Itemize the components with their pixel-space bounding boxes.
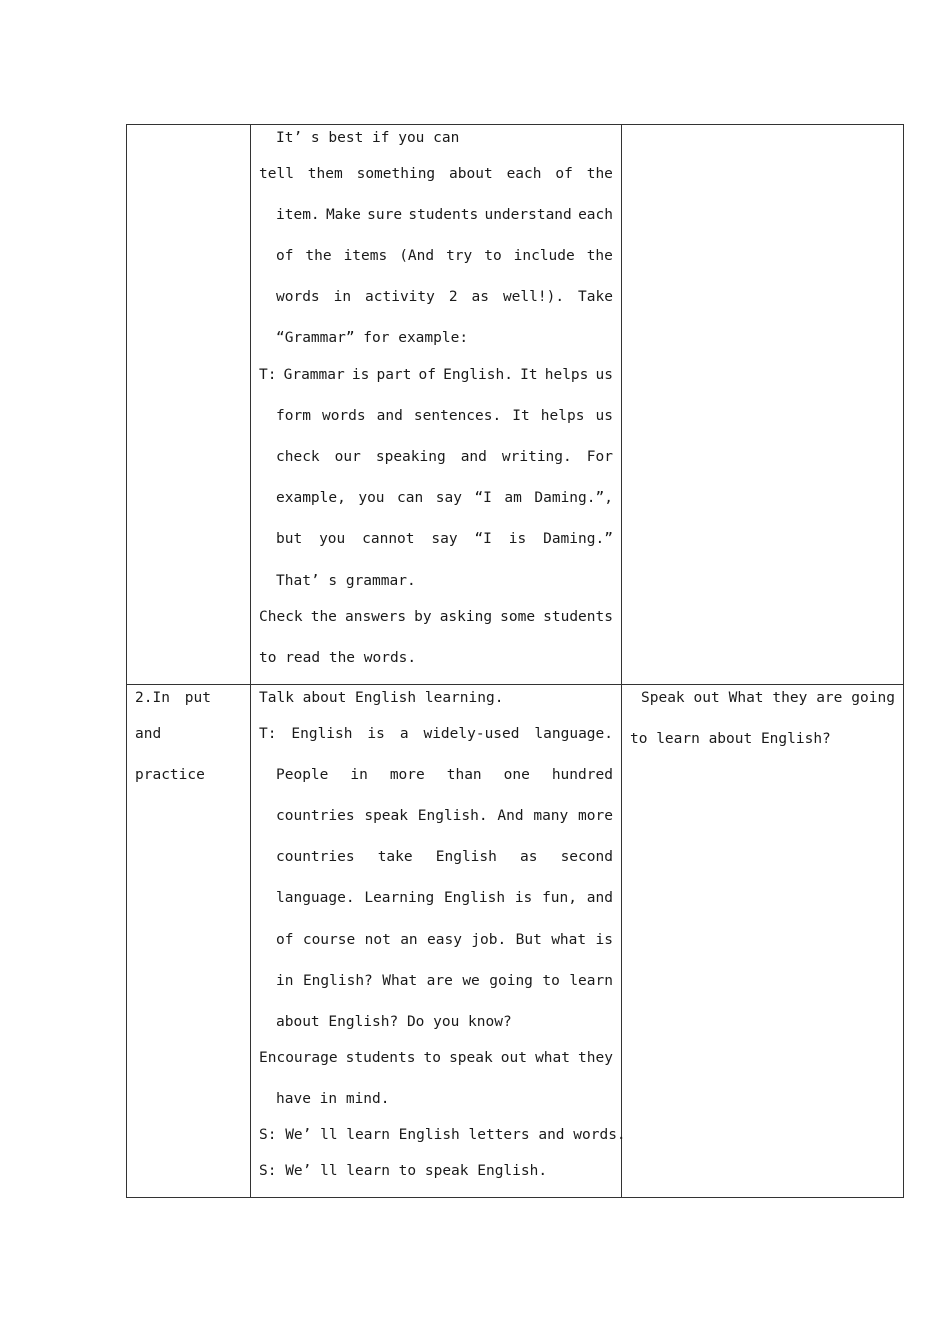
- word: take: [377, 849, 413, 865]
- word: second: [560, 849, 613, 865]
- word: going: [851, 690, 895, 706]
- word: “I: [474, 490, 492, 506]
- word: learn: [569, 973, 613, 989]
- word: something: [356, 166, 436, 182]
- word: Learning: [364, 890, 435, 906]
- word: they: [772, 690, 808, 706]
- word: am: [504, 490, 522, 506]
- word: And: [497, 808, 524, 824]
- text-line: [259, 724, 613, 744]
- text-line: [276, 765, 613, 785]
- word: are: [426, 973, 453, 989]
- teacher-activity-cell: [251, 125, 622, 685]
- word: say: [431, 531, 458, 547]
- word: Encourage: [259, 1050, 338, 1066]
- word: form: [276, 408, 311, 424]
- word: sure: [367, 207, 403, 223]
- word: students: [345, 1050, 416, 1066]
- table-row: [127, 685, 904, 1198]
- word: a: [399, 726, 409, 742]
- word: (And: [399, 248, 435, 264]
- word: include: [513, 248, 575, 264]
- word: answers: [344, 609, 407, 625]
- word: English?: [302, 973, 373, 989]
- word: Speak: [641, 690, 685, 706]
- word: understand: [484, 207, 572, 223]
- word: widely-used: [423, 726, 520, 742]
- word: by: [414, 609, 432, 625]
- word: out: [693, 690, 720, 706]
- word: is: [367, 726, 385, 742]
- word: activity: [365, 289, 435, 305]
- word: People: [276, 767, 329, 783]
- word: in: [276, 973, 294, 989]
- word: What: [382, 973, 418, 989]
- word: course: [302, 932, 356, 948]
- word: It: [512, 408, 530, 424]
- text-line: [259, 1048, 613, 1068]
- lesson-plan-table: [126, 124, 904, 1198]
- word: try: [446, 248, 473, 264]
- word: of: [555, 166, 573, 182]
- word: sentences.: [413, 408, 502, 424]
- word: words: [276, 289, 320, 305]
- word: Daming.”,: [534, 490, 613, 506]
- word: Daming.”: [543, 531, 613, 547]
- word: of: [276, 248, 294, 264]
- word: are: [816, 690, 843, 706]
- text-line: [276, 246, 613, 266]
- text-line: [276, 971, 613, 991]
- word: fun,: [542, 890, 577, 906]
- word: helps: [544, 367, 589, 383]
- student-activity-cell: [622, 685, 904, 1198]
- stage-cell: [127, 685, 251, 1198]
- word: and: [586, 890, 613, 906]
- word: can: [397, 490, 424, 506]
- word: an: [400, 932, 418, 948]
- text-line: [276, 205, 613, 225]
- word: of: [276, 932, 294, 948]
- text-line: [276, 447, 613, 467]
- word: we: [462, 973, 480, 989]
- word: about: [449, 166, 493, 182]
- word: 2.In: [135, 690, 170, 706]
- word: say: [435, 490, 462, 506]
- teacher-activity-cell: [251, 685, 626, 1198]
- word: 2: [448, 289, 458, 305]
- word: is: [595, 932, 613, 948]
- word: in: [333, 289, 352, 305]
- word: each: [506, 166, 542, 182]
- word: asking: [439, 609, 493, 625]
- word: what: [551, 932, 587, 948]
- word: What: [728, 690, 764, 706]
- word: items: [343, 248, 388, 264]
- student-activity-cell: [622, 125, 904, 685]
- word: cannot: [362, 531, 415, 547]
- text-line: [276, 888, 613, 908]
- word: English: [291, 726, 353, 742]
- word: in: [350, 767, 368, 783]
- word: the: [586, 166, 613, 182]
- word: students: [408, 207, 479, 223]
- text-line: “Grammar” for example:: [276, 330, 469, 346]
- word: Check: [259, 609, 303, 625]
- word: is: [514, 890, 533, 906]
- word: hundred: [551, 767, 613, 783]
- word: the: [310, 609, 337, 625]
- text-line: [259, 365, 613, 385]
- word: out: [500, 1050, 527, 1066]
- word: speak: [364, 808, 408, 824]
- text-line: [641, 688, 895, 708]
- stage-cell: [127, 125, 251, 685]
- word: well!).: [502, 289, 565, 305]
- text-line: to read the words.: [259, 650, 417, 666]
- word: But: [515, 932, 542, 948]
- word: Take: [578, 289, 613, 305]
- word: some: [500, 609, 536, 625]
- word: many: [533, 808, 569, 824]
- word: check: [276, 449, 320, 465]
- word: speak: [449, 1050, 493, 1066]
- word: not: [364, 932, 391, 948]
- word: one: [503, 767, 530, 783]
- word: each: [578, 207, 613, 223]
- word: and: [460, 449, 487, 465]
- word: English.: [443, 367, 513, 383]
- word: writing.: [501, 449, 572, 465]
- word: us: [595, 367, 613, 383]
- word: words: [321, 408, 366, 424]
- word: our: [334, 449, 361, 465]
- word: It: [520, 367, 538, 383]
- word: the: [586, 248, 613, 264]
- word: to: [423, 1050, 442, 1066]
- text-line: [259, 164, 613, 184]
- stage-label: and: [135, 726, 162, 742]
- text-line: S: We’ ll learn to speak English.: [259, 1163, 548, 1179]
- text-line: [276, 529, 613, 549]
- word: Grammar: [283, 367, 345, 383]
- word: is: [351, 367, 370, 383]
- word: them: [307, 166, 343, 182]
- word: job.: [471, 932, 507, 948]
- text-line: [276, 488, 613, 508]
- text-line: [276, 406, 613, 426]
- word: more: [389, 767, 425, 783]
- word: English: [443, 890, 506, 906]
- word: to: [484, 248, 502, 264]
- word: put: [184, 690, 211, 706]
- word: tell: [259, 166, 294, 182]
- stage-label: practice: [135, 767, 205, 783]
- text-line: to learn about English?: [630, 731, 831, 747]
- text-line: [259, 607, 613, 627]
- word: helps: [540, 408, 585, 424]
- text-line: [276, 930, 613, 950]
- word: you: [319, 531, 346, 547]
- word: example,: [276, 490, 346, 506]
- text-line: Talk about English learning.: [259, 690, 504, 706]
- word: of: [418, 367, 436, 383]
- word: language.: [276, 890, 355, 906]
- word: For: [586, 449, 613, 465]
- word: the: [305, 248, 332, 264]
- text-line: [276, 287, 613, 307]
- word: part: [376, 367, 412, 383]
- word: countries: [276, 808, 355, 824]
- word: as: [519, 849, 538, 865]
- word: but: [276, 531, 303, 547]
- word: to: [542, 973, 560, 989]
- text-line: S: We’ ll learn English letters and words.: [259, 1127, 626, 1143]
- word: as: [471, 289, 489, 305]
- word: more: [578, 808, 613, 824]
- word: English: [435, 849, 497, 865]
- word: countries: [276, 849, 355, 865]
- word: speaking: [375, 449, 446, 465]
- text-line: about English? Do you know?: [276, 1014, 512, 1030]
- word: T:: [259, 726, 277, 742]
- text-line: have in mind.: [276, 1091, 390, 1107]
- stage-label: [135, 688, 211, 708]
- word: “I: [474, 531, 492, 547]
- word: students: [543, 609, 613, 625]
- word: you: [358, 490, 385, 506]
- word: us: [595, 408, 613, 424]
- word: is: [508, 531, 527, 547]
- table-row: [127, 125, 904, 685]
- text-line: It’ s best if you can: [276, 130, 460, 146]
- text-line: [276, 806, 613, 826]
- word: item.: [276, 207, 320, 223]
- word: English.: [417, 808, 488, 824]
- word: Make: [325, 207, 361, 223]
- word: going: [489, 973, 533, 989]
- word: they: [578, 1050, 613, 1066]
- word: and: [376, 408, 403, 424]
- text-line: That’ s grammar.: [276, 573, 416, 589]
- word: language.: [534, 726, 613, 742]
- word: easy: [427, 932, 462, 948]
- word: than: [446, 767, 482, 783]
- word: T:: [259, 367, 277, 383]
- text-line: [276, 847, 613, 867]
- word: what: [535, 1050, 570, 1066]
